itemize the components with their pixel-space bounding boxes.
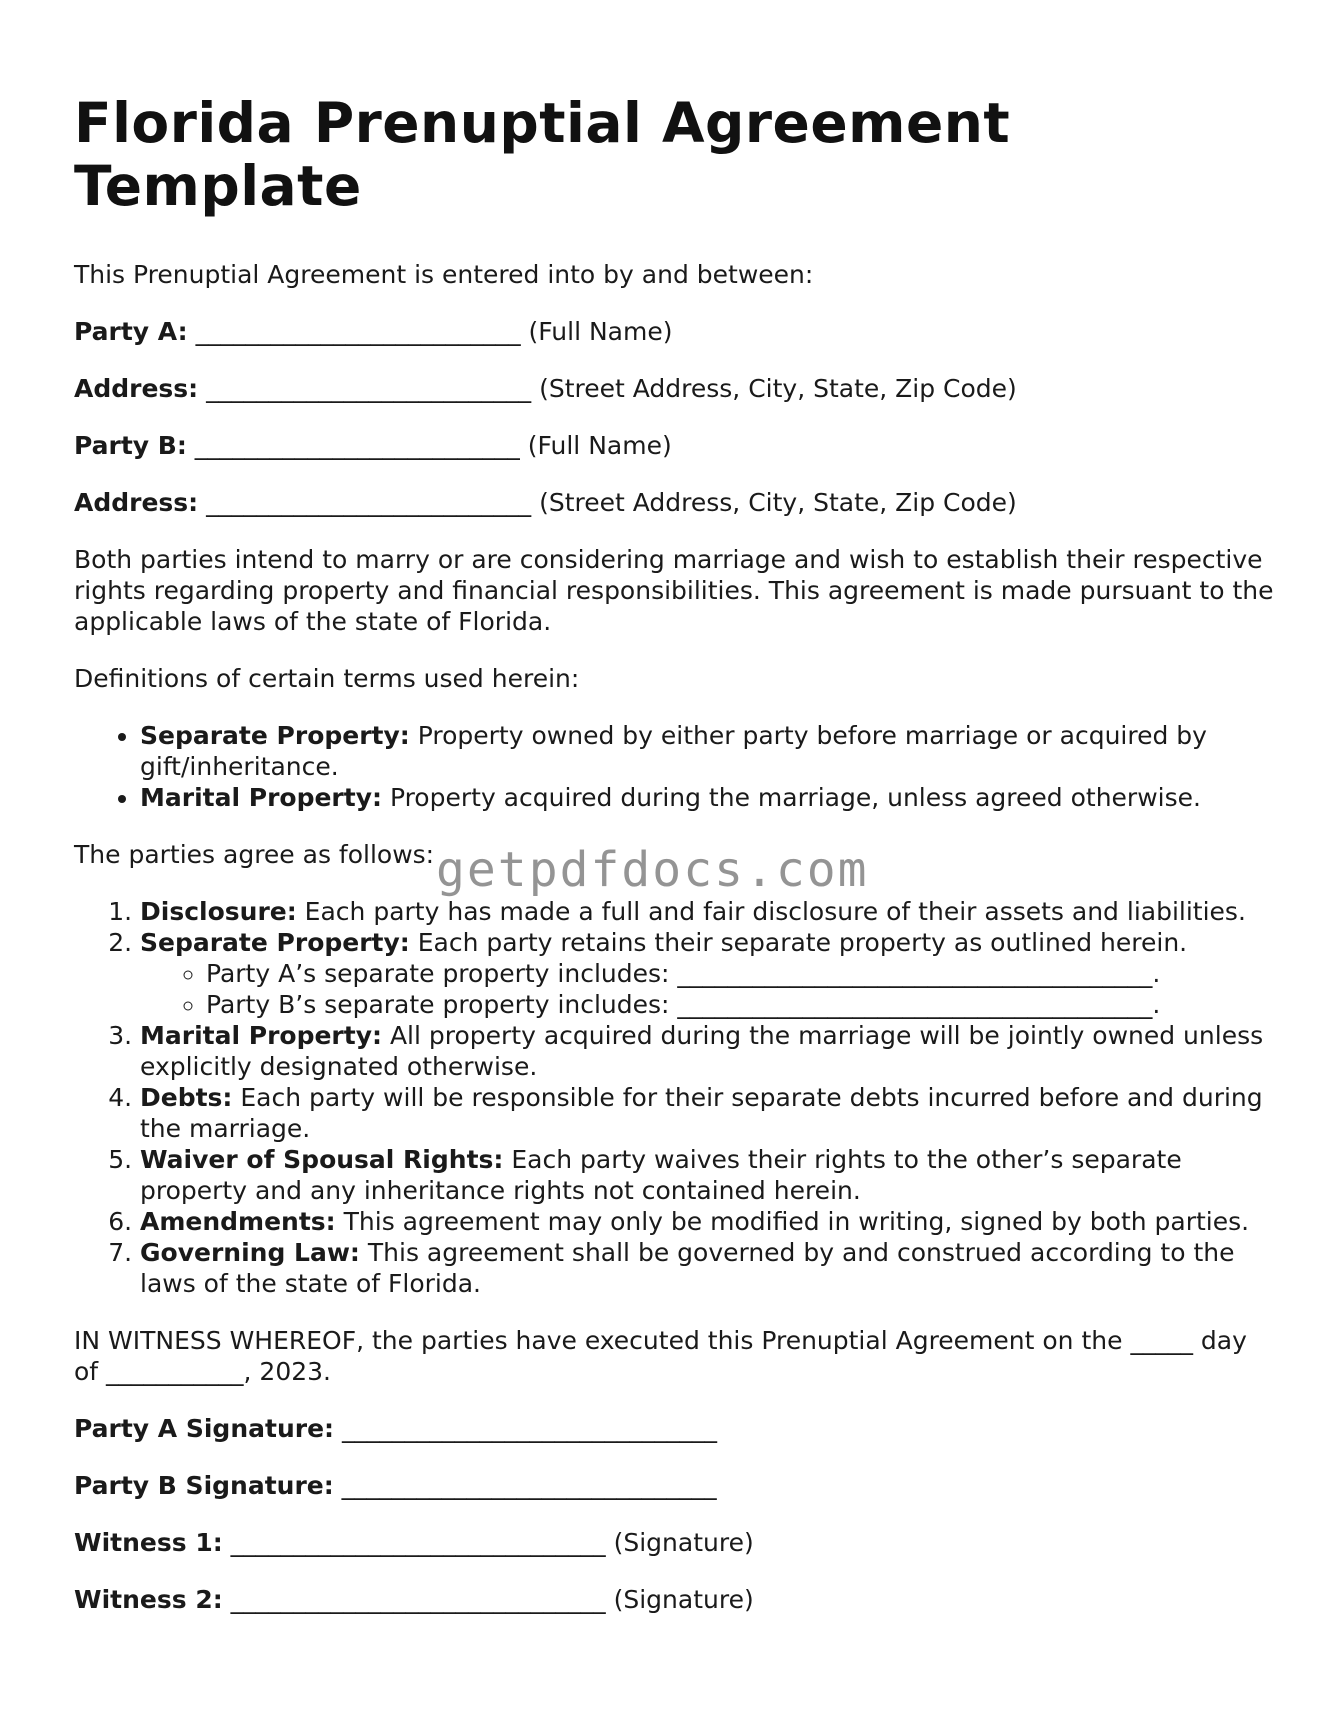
sublist-item: ◦ Party B’s separate property includes: ______________________________________. — [206, 989, 1274, 1020]
field-value: __________________________ (Full Name) — [187, 316, 673, 346]
definition-term: Marital Property: — [140, 782, 382, 812]
purpose-paragraph: Both parties intend to marry or are considering marriage and wish to establish their respective rights regarding property and financial responsibilities. This agreement is made pursuant to the applicable laws of the state of Florida. — [74, 544, 1274, 636]
list-item — [140, 896, 1274, 927]
field-label: Party A: — [74, 316, 188, 346]
document-title: Florida Prenuptial Agreement Template — [74, 91, 1011, 219]
party-a-field — [74, 316, 1274, 347]
list-item — [140, 1020, 1274, 1082]
definitions-intro: Definitions of certain terms used herein: — [74, 663, 580, 693]
party-b-signature-field — [74, 1470, 1274, 1501]
field-label: Address: — [74, 373, 199, 403]
field-label: Witness 1: — [74, 1527, 223, 1557]
separate-property-sublist — [140, 958, 1274, 1020]
list-item — [140, 782, 1274, 813]
agree-intro: The parties agree as follows: — [74, 839, 435, 869]
field-label: Party A Signature: — [74, 1413, 335, 1443]
field-value: __________________________ (Street Address, City, State, Zip Code) — [198, 487, 1017, 517]
definition-text: Property acquired during the marriage, unless agreed otherwise. — [382, 782, 1201, 812]
term-text: This agreement shall be governed by and construed according to the laws of the state of Florida. — [140, 1237, 1235, 1298]
field-value: __________________________ (Full Name) — [186, 430, 672, 460]
field-value: __________________________ (Street Address, City, State, Zip Code) — [198, 373, 1017, 403]
term-title: Debts: — [140, 1082, 233, 1112]
party-a-signature-field — [74, 1413, 1274, 1444]
term-text: This agreement may only be modified in writing, signed by both parties. — [335, 1206, 1250, 1236]
list-item — [140, 1206, 1274, 1237]
term-title: Separate Property: — [140, 927, 410, 957]
field-label: Party B: — [74, 430, 187, 460]
definition-term: Separate Property: — [140, 720, 410, 750]
witness-2-field — [74, 1584, 1274, 1615]
field-value: ______________________________ (Signature) — [222, 1527, 754, 1557]
sublist-item: ◦ Party A’s separate property includes: ______________________________________. — [206, 958, 1274, 989]
term-title: Amendments: — [140, 1206, 336, 1236]
term-text: All property acquired during the marriage will be jointly owned unless explicitly designated otherwise. — [140, 1020, 1264, 1081]
list-item — [140, 720, 1274, 782]
witness-paragraph: IN WITNESS WHEREOF, the parties have executed this Prenuptial Agreement on the _____ day of ___________, 2023. — [74, 1325, 1247, 1386]
witness-1-field — [74, 1527, 1274, 1558]
field-value: ______________________________ — [333, 1470, 717, 1500]
term-text: Each party waives their rights to the other’s separate property and any inheritance rights not contained herein. — [140, 1144, 1182, 1205]
term-title: Waiver of Spousal Rights: — [140, 1144, 504, 1174]
field-label: Address: — [74, 487, 199, 517]
document-page — [74, 92, 1274, 1641]
list-item — [140, 1144, 1274, 1206]
term-title: Marital Property: — [140, 1020, 382, 1050]
list-item — [140, 927, 1274, 1020]
field-value: ______________________________ — [334, 1413, 717, 1443]
field-label: Witness 2: — [74, 1584, 223, 1614]
field-label: Party B Signature: — [74, 1470, 334, 1500]
term-text: Each party retains their separate property as outlined herein. — [409, 927, 1188, 957]
field-value: ______________________________ (Signature) — [222, 1584, 754, 1614]
term-title: Disclosure: — [140, 896, 297, 926]
terms-list — [74, 896, 1274, 1299]
term-text: Each party has made a full and fair disclosure of their assets and liabilities. — [296, 896, 1246, 926]
intro-text: This Prenuptial Agreement is entered into by and between: — [74, 259, 814, 289]
definition-text: Property owned by either party before marriage or acquired by gift/inheritance. — [140, 720, 1207, 781]
list-item — [140, 1237, 1274, 1299]
definitions-list — [74, 720, 1274, 813]
watermark: getpdfdocs.com — [436, 842, 869, 898]
term-title: Governing Law: — [140, 1237, 360, 1267]
party-b-field — [74, 430, 1274, 461]
term-text: Each party will be responsible for their separate debts incurred before and during the marriage. — [140, 1082, 1263, 1143]
party-b-address-field — [74, 487, 1274, 518]
party-a-address-field — [74, 373, 1274, 404]
list-item — [140, 1082, 1274, 1144]
